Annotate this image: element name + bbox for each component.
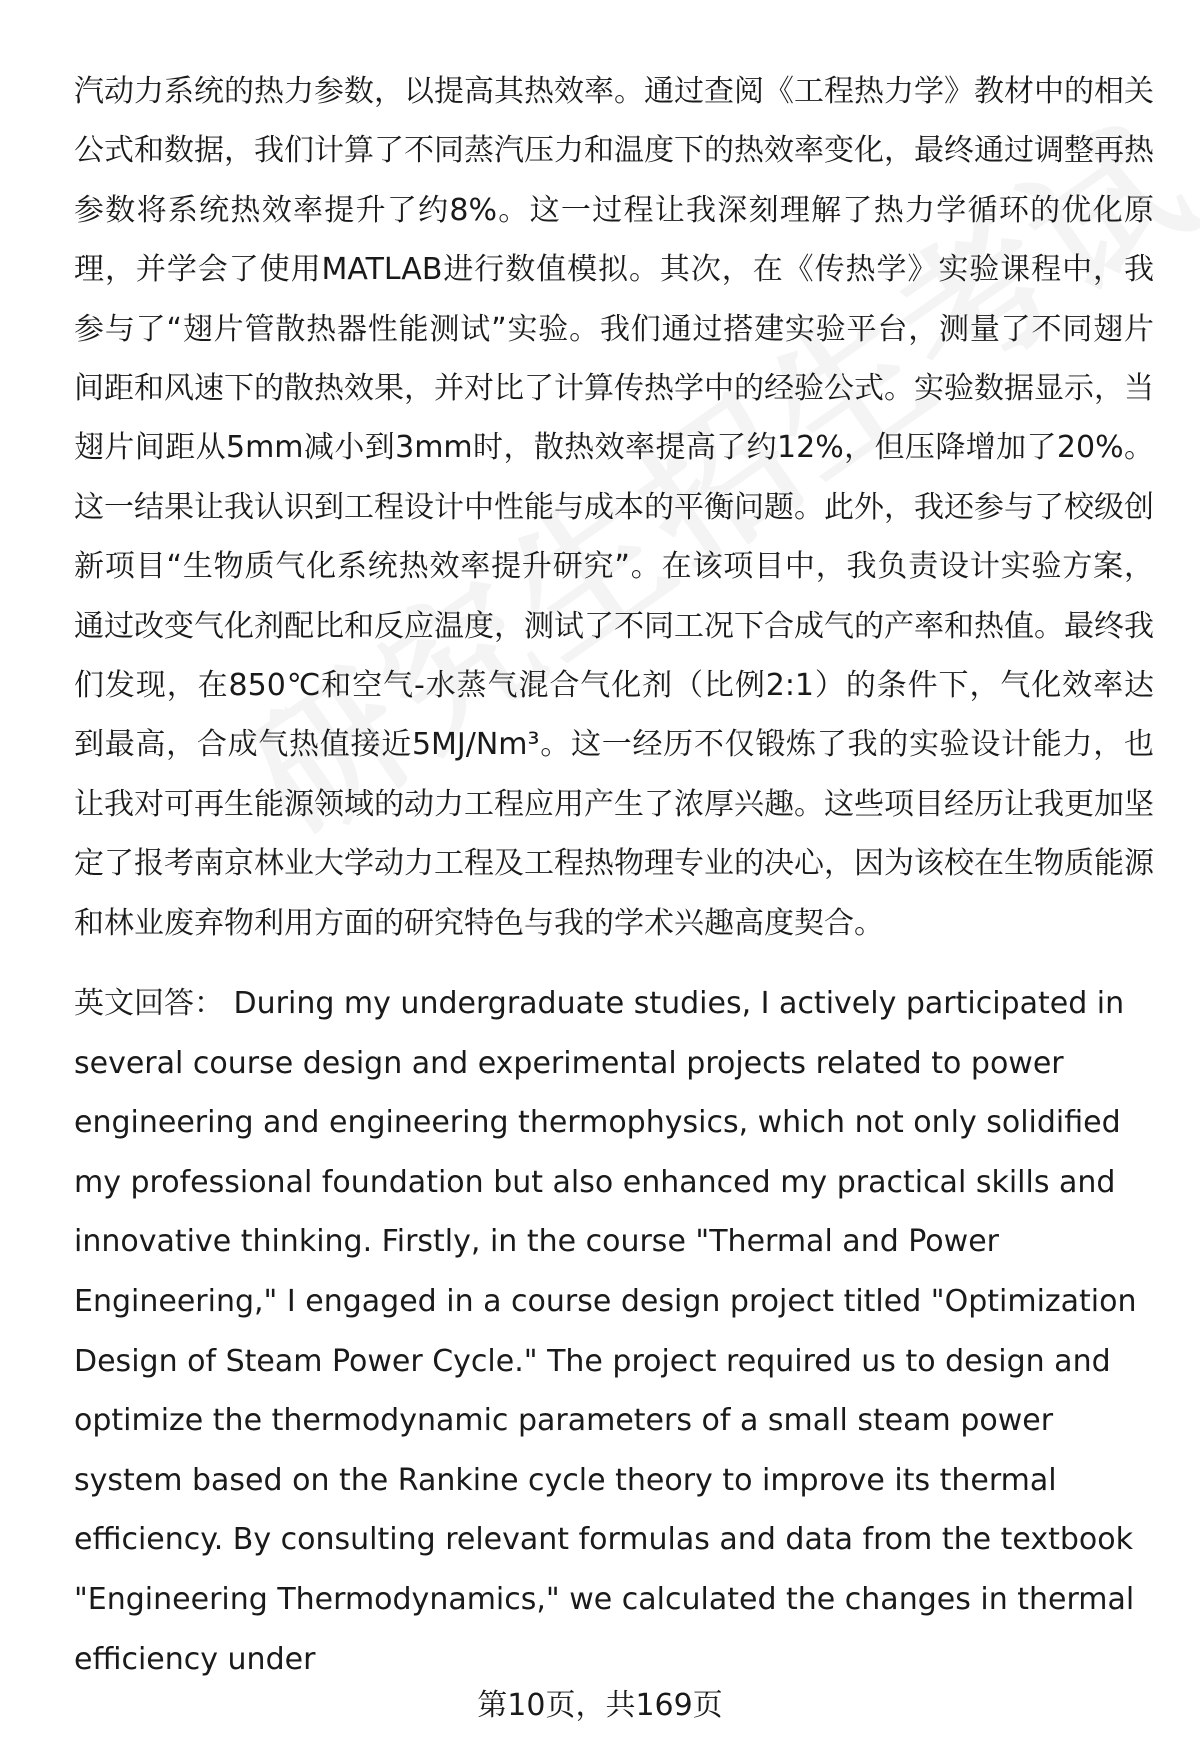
english-answer-paragraph [74,974,1154,1689]
chinese-answer-paragraph: 汽动力系统的热力参数，以提高其热效率。通过查阅《工程热力学》教材中的相关公式和数据，我们计算了不同蒸汽压力和温度下的热效率变化，最终通过调整再热参数将系统热效率提升了约8%。这一过程让我深刻理解了热力学循环的优化原理，并学会了使用MATLAB进行数值模拟。其次，在《传热学》实验课程中，我参与了“翅片管散热器性能测试”实验。我们通过搭建实验平台，测量了不同翅片间距和风速下的散热效果，并对比了计算传热学中的经验公式。实验数据显示，当翅片间距从5mm减小到3mm时，散热效率提高了约12%，但压降增加了20%。这一结果让我认识到工程设计中性能与成本的平衡问题。此外，我还参与了校级创新项目“生物质气化系统热效率提升研究”。在该项目中，我负责设计实验方案，通过改变气化剂配比和反应温度，测试了不同工况下合成气的产率和热值。最终我们发现，在850℃和空气-水蒸气混合气化剂（比例2:1）的条件下，气化效率达到最高，合成气热值接近5MJ/Nm³。这一经历不仅锻炼了我的实验设计能力，也让我对可再生能源领域的动力工程应用产生了浓厚兴趣。这些项目经历让我更加坚定了报考南京林业大学动力工程及工程热物理专业的决心，因为该校在生物质能源和林业废弃物利用方面的研究特色与我的学术兴趣高度契合。 [74,74,1154,941]
page-content [74,62,1154,1689]
english-answer-label: 英文回答： [74,986,224,1022]
english-answer-text: During my undergraduate studies, I actively participated in several course design and experimental projects related to power engineering and engineering thermophysics, which not only solidified my professional foundation but also enhanced my practical skills and innovative thinking. Firstly, in the course "Thermal and Power Engineering," I engaged in a course design project titled "Optimization Design of Steam Power Cycle." The project required us to design and optimize the thermodynamic parameters of a small steam power system based on the Rankine cycle theory to improve its thermal efficiency. By consulting relevant formulas and data from the textbook "Engineering Thermodynamics," we calculated the changes in thermal efficiency under [74,986,1137,1677]
page-number-footer: 第10页，共169页 [477,1688,723,1723]
